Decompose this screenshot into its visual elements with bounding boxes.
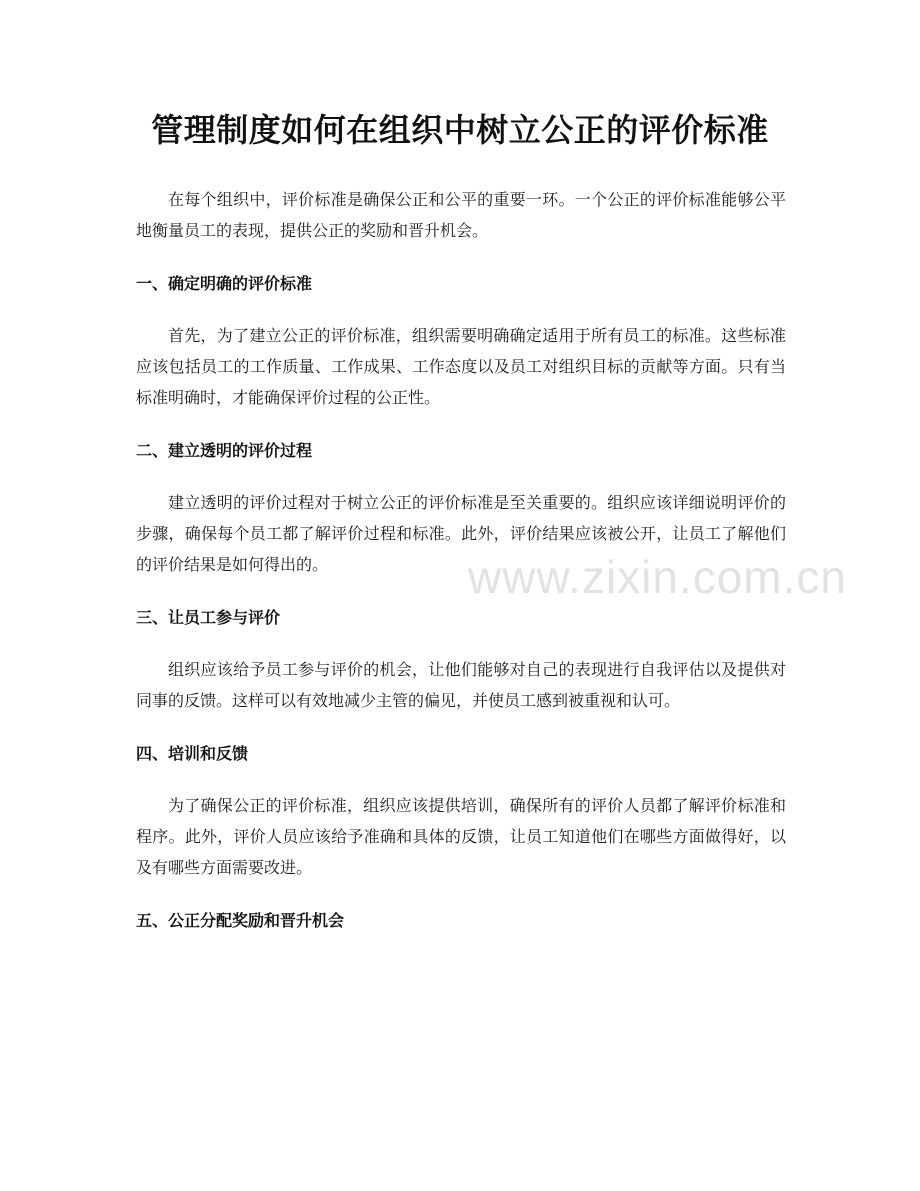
- section-1-paragraph: 首先，为了建立公正的评价标准，组织需要明确确定适用于所有员工的标准。这些标准应该包括员工的工作质量、工作成果、工作态度以及员工对组织目标的贡献等方面。只有当标准明确时，才能确保评价过程的公正性。: [136, 326, 786, 407]
- watermark-text: www.zixin.com.cn: [468, 551, 847, 603]
- section-2-heading: 二、建立透明的评价过程: [136, 441, 313, 460]
- section-4-paragraph: 为了确保公正的评价标准，组织应该提供培训，确保所有的评价人员都了解评价标准和程序。此外，评价人员应该给予准确和具体的反馈，让员工知道他们在哪些方面做得好，以及有哪些方面需要改进。: [136, 796, 786, 877]
- document-title: 管理制度如何在组织中树立公正的评价标准: [151, 111, 769, 149]
- section-4-heading: 四、培训和反馈: [136, 744, 249, 763]
- section-1-heading: 一、确定明确的评价标准: [136, 274, 313, 293]
- section-3-paragraph: 组织应该给予员工参与评价的机会，让他们能够对自己的表现进行自我评估以及提供对同事的反馈。这样可以有效地减少主管的偏见，并使员工感到被重视和认可。: [136, 660, 786, 710]
- section-5-heading: 五、公正分配奖励和晋升机会: [136, 911, 345, 930]
- section-3-heading: 三、让员工参与评价: [136, 608, 281, 627]
- section-2-paragraph: 建立透明的评价过程对于树立公正的评价标准是至关重要的。组织应该详细说明评价的步骤，确保每个员工都了解评价过程和标准。此外，评价结果应该被公开，让员工了解他们的评价结果是如何得出的。: [136, 493, 786, 574]
- intro-paragraph: 在每个组织中，评价标准是确保公正和公平的重要一环。一个公正的评价标准能够公平地衡量员工的表现，提供公正的奖励和晋升机会。: [136, 190, 786, 240]
